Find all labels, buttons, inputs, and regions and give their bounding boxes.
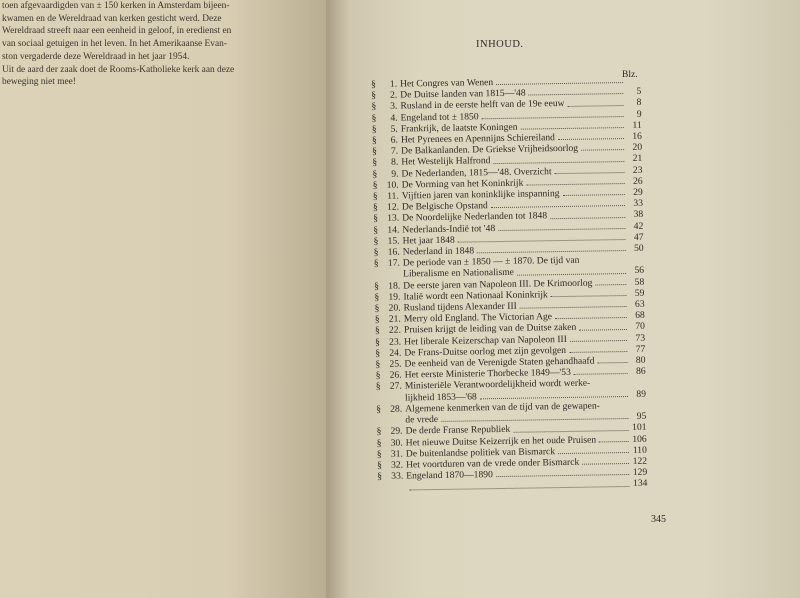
section-mark: § [371, 78, 376, 90]
section-number: 8. [391, 157, 399, 169]
toc-page-number: 29 [633, 186, 643, 198]
section-mark: § [377, 470, 383, 483]
section-number: 18. [388, 280, 401, 292]
toc-entry-title: De eerste jaren van Napoleon III. De Krimoorlog [403, 277, 593, 292]
toc-page-number: 68 [635, 309, 645, 322]
toc-entry-title: De Belgische Opstand [401, 200, 488, 213]
leader-dots [581, 149, 624, 151]
leader-dots [526, 183, 624, 186]
leader-dots [529, 93, 624, 95]
section-mark: § [374, 280, 380, 292]
toc-entry-title: De Balkanlanden. De Griekse Vrijheidsoorlog [401, 142, 579, 157]
section-mark: § [376, 403, 382, 415]
toc-page-number: 59 [634, 287, 645, 299]
toc-entry-title: Liberalisme en Nationalisme [402, 267, 514, 280]
section-number: 10. [386, 179, 399, 191]
toc-page-number: 106 [632, 433, 647, 445]
left-text-line: ston vergaderde deze Wereldraad in het jaar 1954. [2, 51, 190, 62]
section-mark: § [374, 291, 380, 303]
section-number: 29. [390, 425, 403, 438]
section-number: 13. [387, 213, 400, 225]
toc-page-number: 26 [632, 175, 643, 187]
toc-page-number: 16 [632, 130, 643, 142]
section-mark: § [372, 146, 378, 158]
toc-entry-title: Italië wordt een Nationaal Koninkrijk [403, 289, 548, 303]
leader-dots [582, 463, 629, 465]
leader-dots [579, 329, 627, 331]
section-number: 21. [388, 313, 401, 326]
leader-dots [598, 362, 628, 363]
toc-page-number: 21 [632, 153, 643, 165]
toc-page-number: 73 [635, 332, 646, 344]
left-text-line: toen afgevaardigden van ± 150 kerken in Amsterdam bijeen- [2, 1, 230, 11]
toc-entry-title: Het Congres van Wenen [399, 77, 494, 90]
section-mark: § [374, 302, 380, 315]
section-mark: § [373, 246, 379, 259]
toc-page-number: 23 [632, 164, 643, 176]
section-mark: § [373, 258, 379, 270]
section-mark: § [371, 90, 377, 102]
section-number: 16. [387, 246, 400, 258]
toc-entry-title: Het voortduren van de vrede onder Bismarck [405, 456, 580, 471]
leader-dots [570, 340, 627, 342]
page-number: 345 [651, 514, 666, 525]
toc-entry-title: Het Westelijk Halfrond [401, 155, 491, 168]
toc-entry-title: De Nederlanden, 1815—'48. Overzicht [401, 165, 552, 180]
leader-dots [498, 228, 625, 231]
section-mark: § [376, 426, 382, 438]
leader-dots [493, 161, 624, 164]
toc-entry-title: Frankrijk, de laatste Koningen [400, 121, 518, 135]
leader-dots [563, 194, 625, 196]
toc-page-number: 101 [632, 422, 647, 434]
page-column-header: Blz. [622, 70, 638, 80]
leader-dots [480, 396, 628, 399]
leader-dots [595, 284, 626, 285]
section-mark: § [375, 381, 381, 393]
toc-entry-title: Rusland in de eerste helft van de 19e eeuw [400, 98, 565, 112]
section-mark: § [373, 213, 379, 225]
toc-entry-title: Rusland tijdens Alexander III [403, 300, 517, 314]
section-number: 32. [390, 459, 404, 471]
left-page [0, 0, 326, 598]
toc-page-number: 80 [635, 354, 646, 366]
section-number: 23. [389, 336, 402, 348]
toc-page-number: 86 [635, 366, 646, 378]
table-of-contents [371, 75, 647, 494]
section-mark: § [376, 448, 382, 460]
left-text-line: beweging niet mee! [2, 77, 76, 88]
section-number: 25. [389, 358, 402, 370]
leader-dots [558, 138, 624, 140]
toc-entry-title: De derde Franse Republiek [405, 424, 511, 437]
section-mark: § [372, 179, 378, 191]
toc-entry-title: Het jaar 1848 [402, 234, 455, 247]
section-number: 22. [388, 325, 402, 337]
toc-entry-title: Het eerste Ministerie Thorbecke 1849—'53 [404, 367, 571, 381]
toc-page-number: 33 [633, 197, 644, 210]
toc-page-number: 89 [636, 388, 647, 400]
toc-entry-title: De periode van ± 1850 — ± 1870. De tijd van [402, 254, 580, 269]
leader-dots [441, 418, 628, 422]
section-mark: § [371, 134, 377, 147]
toc-entry-title: De Vorming van het Koninkrijk [401, 177, 524, 191]
toc-page-number: 8 [636, 97, 642, 109]
toc-page-number: 11 [632, 119, 642, 131]
toc-page-number: 38 [633, 209, 644, 221]
toc-page-number: 110 [632, 444, 647, 456]
section-mark: § [373, 224, 379, 236]
toc-entry-title: lijkheid 1853—'68 [404, 391, 477, 404]
toc-entry-title: Het Pyrenees en Apennijns Schiereiland [400, 132, 556, 146]
toc-page-number: 42 [633, 220, 644, 232]
leader-dots [458, 239, 626, 243]
section-mark: § [375, 336, 381, 348]
toc-title: INHOUD. [476, 39, 524, 50]
section-number: 1. [389, 78, 398, 90]
section-number: 31. [390, 448, 403, 460]
left-text-line: van sociaal getuigen in het leven. In het Amerikaanse Evan- [2, 39, 227, 50]
toc-entry-title: Engeland tot ± 1850 [400, 110, 479, 124]
section-number: 5. [390, 123, 398, 135]
toc-entry-title: De Noordelijke Nederlanden tot 1848 [402, 210, 548, 224]
toc-entry-title: Het nieuwe Duitse Keizerrijk en het oude Pruisen [405, 434, 597, 448]
section-number: 9. [391, 168, 399, 180]
section-number: 24. [389, 347, 402, 359]
left-page-text [2, 0, 322, 89]
leader-dots [491, 205, 625, 208]
section-number: 26. [389, 369, 402, 382]
leader-dots [482, 116, 624, 119]
leader-dots [555, 172, 625, 174]
toc-entry-title: De Duitse landen van 1815—'48 [400, 87, 526, 101]
section-mark: § [374, 325, 380, 337]
toc-page-number: 77 [635, 343, 646, 355]
section-number: 20. [388, 302, 401, 314]
section-mark: § [375, 358, 381, 371]
toc-page-number: 129 [632, 466, 648, 479]
section-number: 27. [389, 381, 402, 393]
section-mark: § [371, 123, 377, 135]
leader-dots [558, 452, 629, 454]
toc-page-number: 20 [632, 141, 643, 154]
section-mark: § [373, 235, 379, 247]
leader-dots [568, 105, 624, 107]
leader-dots [521, 127, 624, 130]
leader-dots [569, 351, 627, 353]
toc-page-number: 122 [632, 455, 648, 467]
toc-entry-title: Vijftien jaren van koninklijke inspanning [401, 188, 560, 202]
section-number: 12. [386, 201, 400, 213]
section-mark: § [375, 370, 381, 382]
section-number: 30. [390, 437, 403, 449]
section-number: 17. [387, 257, 400, 270]
toc-entry-title: Nederlands-Indië tot '48 [402, 222, 496, 236]
toc-page-number: 70 [635, 321, 646, 333]
toc-page-number: 47 [633, 231, 644, 243]
toc-entry-title: De eenheid van de Verenigde Staten gehandhaafd [404, 355, 595, 370]
section-mark: § [376, 437, 382, 449]
toc-page-number: 95 [636, 410, 647, 422]
section-number: 14. [387, 224, 400, 236]
section-number: 11. [387, 190, 399, 202]
leader-dots [477, 250, 626, 253]
section-number: 2. [389, 89, 398, 101]
toc-entry-title: Ministeriële Verantwoordelijkheid wordt werke- [404, 378, 591, 392]
section-number: 4. [390, 112, 398, 124]
leader-dots [513, 429, 628, 432]
leader-dots [409, 486, 629, 490]
leader-dots [574, 373, 628, 375]
section-mark: § [371, 101, 377, 113]
section-mark: § [375, 347, 381, 359]
toc-page-number: 50 [634, 242, 644, 254]
toc-entry-title: De buitenlandse politiek van Bismarck [405, 445, 556, 460]
toc-page-number: 5 [636, 85, 642, 98]
toc-entry-title: Engeland 1870—1890 [406, 469, 493, 482]
section-number: 33. [391, 470, 404, 482]
section-number: 3. [390, 100, 398, 113]
toc-entry-title: Merry old England. The Victorian Age [403, 311, 553, 325]
left-text-line: kwamen en de Wereldraad van kerken gesticht werd. Deze [2, 13, 222, 24]
left-text-line: Wereldraad streeft naar een eenheid in geloof, in eredienst en [2, 26, 232, 37]
toc-page-number: 56 [634, 265, 645, 277]
toc-page-number: 63 [634, 298, 645, 310]
section-mark: § [372, 157, 378, 169]
section-number: 7. [390, 145, 399, 157]
toc-entry-title: Het liberale Keizerschap van Napoleon III [404, 333, 567, 348]
section-number: 28. [390, 403, 403, 415]
leader-dots [555, 317, 627, 319]
toc-page-number: 9 [636, 108, 642, 120]
section-mark: § [372, 190, 378, 203]
leader-dots [599, 441, 629, 442]
section-mark: § [376, 459, 382, 471]
leader-dots [496, 474, 629, 477]
section-number: 15. [387, 235, 400, 247]
section-mark: § [374, 314, 380, 326]
leader-dots [496, 82, 623, 85]
section-mark: § [372, 168, 378, 180]
toc-entry-title: De Frans-Duitse oorlog met zijn gevolgen [404, 344, 567, 359]
section-number: 6. [390, 134, 399, 146]
toc-entry-title: Algemene kenmerken van de tijd van de gewapen- [405, 400, 600, 415]
left-text-line: Uit de aard der zaak doet de Rooms-Katholieke kerk aan deze [2, 64, 235, 75]
toc-page-number: 134 [632, 478, 648, 490]
leader-dots [551, 295, 627, 297]
toc-entry-title: Pruisen krijgt de leiding van de Duitse zaken [403, 322, 577, 336]
toc-page-number: 58 [634, 276, 645, 288]
section-mark: § [372, 202, 378, 214]
leader-dots [517, 273, 626, 276]
section-mark: § [371, 112, 377, 124]
section-number: 19. [388, 291, 401, 303]
leader-dots [520, 306, 627, 309]
toc-entry-title: de vrede [405, 414, 439, 426]
leader-dots [550, 217, 625, 219]
toc-entry-title: Nederland in 1848 [402, 245, 475, 258]
